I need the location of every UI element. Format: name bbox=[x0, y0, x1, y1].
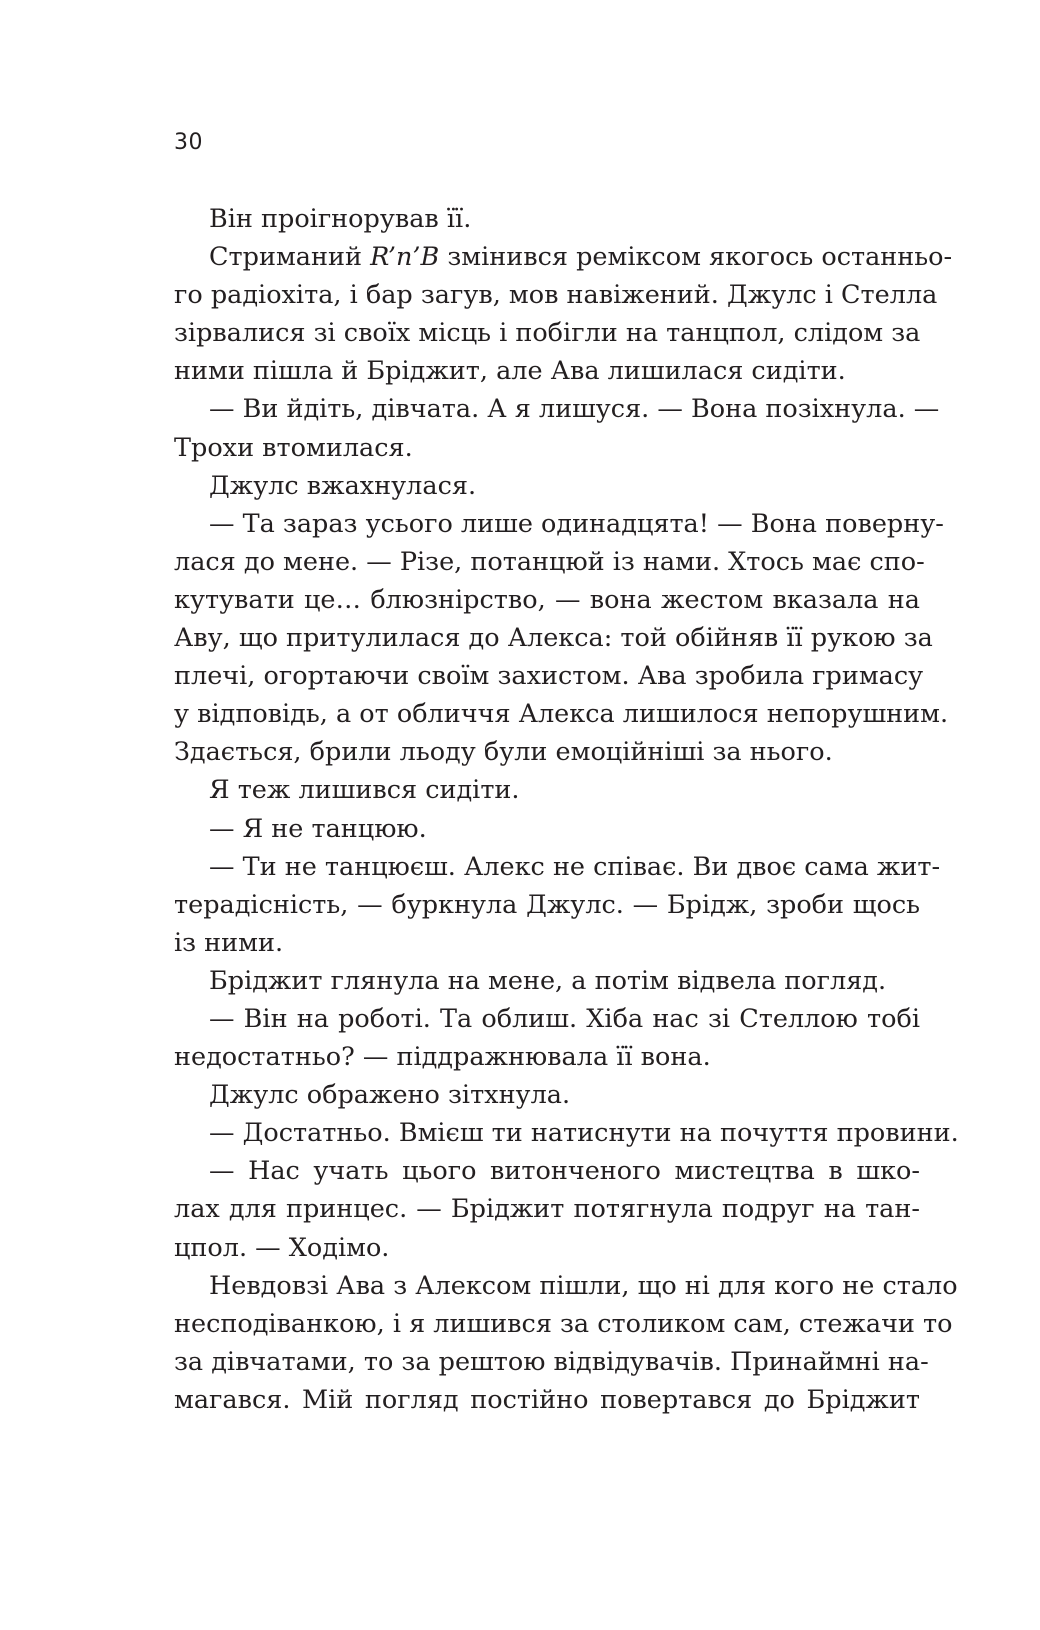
italic-term: R’n’B bbox=[370, 242, 440, 273]
text-line: магався. Мій погляд постійно повертався до Бріджит bbox=[174, 1384, 920, 1415]
text-line: у відповідь, а от обличчя Алекса лишилося непорушним. bbox=[174, 699, 949, 730]
text-line: зірвалися зі своїх місць і побігли на танцпол, слідом за bbox=[174, 318, 921, 349]
text-line: Джулс вжахнулася. bbox=[209, 470, 477, 501]
text-line: лах для принцес. — Бріджит потягнула подруг на тан- bbox=[174, 1194, 920, 1225]
text-line: ними пішла й Бріджит, але Ава лишилася сидіти. bbox=[174, 356, 846, 387]
text-line: Бріджит глянула на мене, а потім відвела погляд. bbox=[209, 965, 887, 996]
text-line: — Нас учать цього витонченого мистецтва в шко- bbox=[209, 1156, 920, 1187]
text-line: Стриманий R’n’B змінився реміксом якогось останньо- bbox=[209, 242, 953, 273]
text-line: кутувати це… блюзнірство, — вона жестом вказала на bbox=[174, 584, 920, 615]
text-line: Я теж лишився сидіти. bbox=[209, 775, 520, 806]
text-line: Трохи втомилася. bbox=[174, 432, 413, 463]
text-line: Джулс ображено зітхнула. bbox=[209, 1080, 571, 1111]
text-line: — Та зараз усього лише одинадцята! — Вона поверну- bbox=[209, 508, 944, 539]
text-line: із ними. bbox=[174, 927, 284, 958]
text-line: Аву, що притулилася до Алекса: той обійняв її рукою за bbox=[174, 623, 933, 654]
text-line: цпол. — Ходімо. bbox=[174, 1232, 390, 1263]
text-line: терадісність, — буркнула Джулс. — Брідж, зроби щось bbox=[174, 889, 920, 920]
text-line: несподіванкою, і я лишився за столиком сам, стежачи то bbox=[174, 1308, 953, 1339]
text-line: — Ти не танцюєш. Алекс не співає. Ви двоє сама жит- bbox=[209, 851, 941, 882]
text-line: Він проігнорував її. bbox=[209, 204, 472, 234]
text-line: — Ви йдіть, дівчата. А я лишуся. — Вона позіхнула. — bbox=[209, 394, 940, 425]
text-line: лася до мене. — Різе, потанцюй із нами. Хтось має спо- bbox=[174, 546, 925, 577]
text-line: — Достатньо. Вмієш ти натиснути на почуття провини. bbox=[209, 1118, 959, 1149]
text-line: за дівчатами, то за рештою відвідувачів. Принаймні на- bbox=[174, 1346, 929, 1377]
text-line: недостатньо? — піддражнювала її вона. bbox=[174, 1042, 711, 1073]
page-number: 30 bbox=[174, 130, 203, 155]
text-line: плечі, огортаючи своїм захистом. Ава зробила гримасу bbox=[174, 661, 924, 692]
text-line: Здається, брили льоду були емоційніші за нього. bbox=[174, 737, 833, 768]
text-line: го радіохіта, і бар загув, мов навіжений. Джулс і Стелла bbox=[174, 280, 938, 311]
text-line: — Я не танцюю. bbox=[209, 813, 427, 844]
body-text bbox=[174, 200, 959, 1419]
text-line: Невдовзі Ава з Алексом пішли, що ні для кого не стало bbox=[209, 1270, 958, 1301]
text-line: — Він на роботі. Та облиш. Хіба нас зі Стеллою тобі bbox=[209, 1003, 920, 1034]
